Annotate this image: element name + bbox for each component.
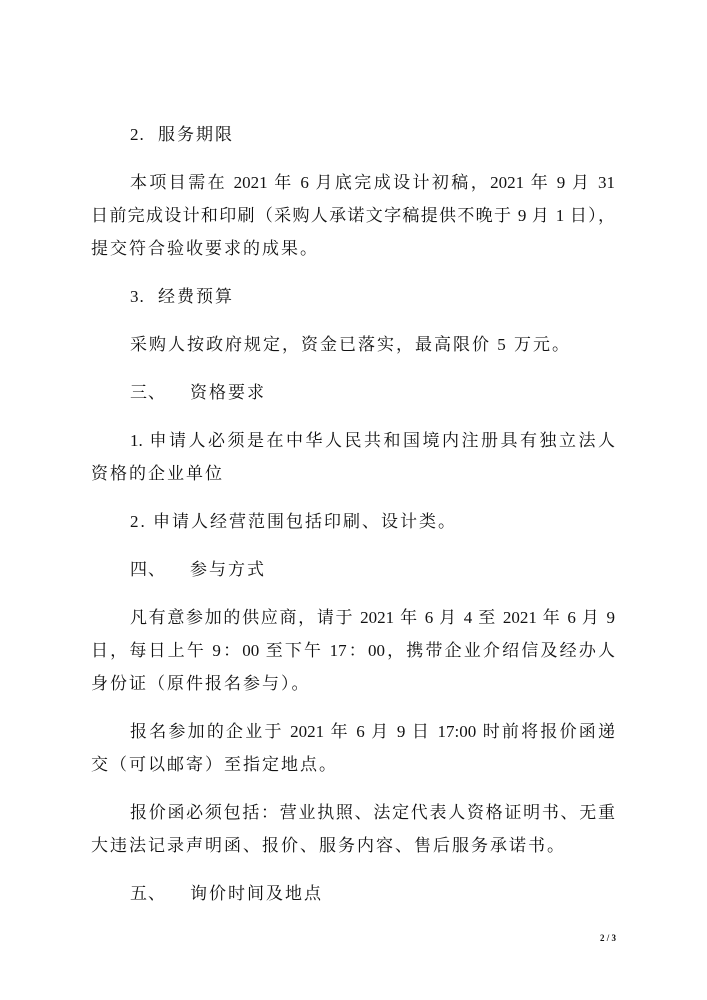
paragraph-line: 本项目需在 2021 年 6 月底完成设计初稿，2021 年 9 月 31 [130,173,615,192]
paragraph-line: 提交符合验收要求的成果。 [91,239,319,258]
paragraph-line: 2. 申请人经营范围包括印刷、设计类。 [130,512,457,531]
section-heading [130,560,430,580]
paragraph-line: 日前完成设计和印刷（采购人承诺文字稿提供不晚于 9 月 1 日）， [91,206,615,225]
section-title: 询价时间及地点 [190,884,323,903]
paragraph-line: 日，每日上午 9：00 至下午 17：00，携带企业介绍信及经办人 [91,641,615,660]
section-title: 资格要求 [190,383,266,402]
paragraph-line: 凡有意参加的供应商，请于 2021 年 6 月 4 至 2021 年 6 月 9 [130,608,615,627]
paragraph-line: 采购人按政府规定，资金已落实，最高限价 5 万元。 [130,335,571,354]
paragraph-line: 交（可以邮寄）至指定地点。 [91,755,338,774]
section-number: 五、 [130,884,166,903]
subsection-title: 经费预算 [158,287,234,306]
section-title: 参与方式 [190,560,266,579]
paragraph-line: 资格的企业单位 [91,464,224,483]
paragraph-line: 身份证（原件报名参与）。 [91,674,311,693]
subsection-number: 3. [130,287,145,306]
paragraph-line: 报名参加的企业于 2021 年 6 月 9 日 17:00 时前将报价函递 [130,722,615,741]
subsection-heading [130,287,330,307]
section-heading [130,884,430,904]
page-number: 2 / 3 [599,933,616,943]
subsection-heading [130,125,330,145]
paragraph-line: 报价函必须包括：营业执照、法定代表人资格证明书、无重 [130,803,615,822]
paragraph-line: 大违法记录声明函、报价、服务内容、售后服务承诺书。 [91,836,566,855]
section-number: 四、 [130,560,166,579]
subsection-number: 2. [130,125,145,144]
subsection-title: 服务期限 [158,125,234,144]
section-heading [130,383,430,403]
section-number: 三、 [130,383,166,402]
paragraph-line: 1. 申请人必须是在中华人民共和国境内注册具有独立法人 [130,431,615,450]
